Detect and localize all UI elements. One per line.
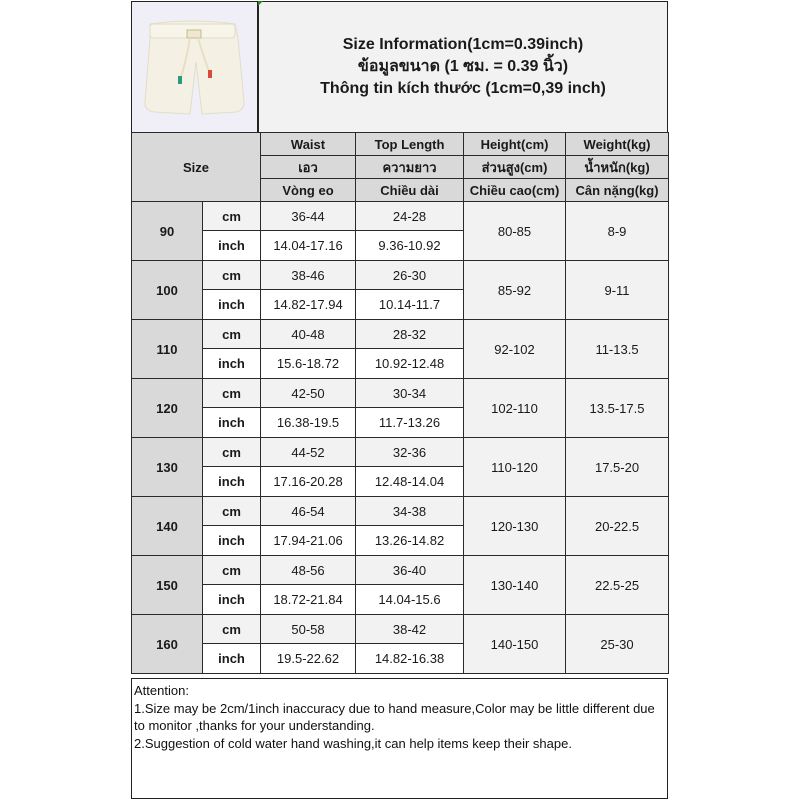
- attention-note: [131, 678, 668, 799]
- top-length-inch: 11.7-13.26: [356, 408, 464, 438]
- top-length-cm: 36-40: [356, 556, 464, 585]
- weight-range: 20-22.5: [566, 497, 669, 556]
- unit-inch: inch: [203, 526, 261, 556]
- unit-cm: cm: [203, 438, 261, 467]
- height-range: 130-140: [464, 556, 566, 615]
- header-waist: Waist: [261, 133, 356, 156]
- header-top-length-thai: ความยาว: [356, 156, 464, 179]
- unit-inch: inch: [203, 408, 261, 438]
- unit-inch: inch: [203, 467, 261, 497]
- top-length-cm: 34-38: [356, 497, 464, 526]
- shorts-image: [132, 2, 257, 131]
- top-length-inch: 10.92-12.48: [356, 349, 464, 379]
- size-value: 150: [132, 556, 203, 615]
- size-information-title: [258, 1, 668, 133]
- waist-cm: 48-56: [261, 556, 356, 585]
- weight-range: 13.5-17.5: [566, 379, 669, 438]
- title-english: Size Information(1cm=0.39inch): [342, 36, 584, 53]
- top-length-inch: 9.36-10.92: [356, 231, 464, 261]
- header-weight: Weight(kg): [566, 133, 669, 156]
- unit-cm: cm: [203, 202, 261, 231]
- size-header: Size: [132, 133, 261, 202]
- header-weight-thai: น้ำหนัก(kg): [566, 156, 669, 179]
- weight-range: 9-11: [566, 261, 669, 320]
- size-chart-table: [131, 132, 669, 674]
- size-row-cm: [132, 379, 669, 408]
- height-range: 110-120: [464, 438, 566, 497]
- waist-cm: 42-50: [261, 379, 356, 408]
- unit-cm: cm: [203, 556, 261, 585]
- size-row-cm: [132, 261, 669, 290]
- size-row-cm: [132, 497, 669, 526]
- weight-range: 22.5-25: [566, 556, 669, 615]
- top-length-cm: 26-30: [356, 261, 464, 290]
- size-row-cm: [132, 202, 669, 231]
- header-top-length: Top Length: [356, 133, 464, 156]
- size-row-cm: [132, 556, 669, 585]
- waist-inch: 18.72-21.84: [261, 585, 356, 615]
- unit-inch: inch: [203, 585, 261, 615]
- drawstring-tip-green: [178, 76, 182, 84]
- unit-cm: cm: [203, 379, 261, 408]
- size-row-cm: [132, 438, 669, 467]
- weight-range: 11-13.5: [566, 320, 669, 379]
- top-length-cm: 28-32: [356, 320, 464, 349]
- size-value: 140: [132, 497, 203, 556]
- size-value: 110: [132, 320, 203, 379]
- header-waist-vietnamese: Vòng eo: [261, 179, 356, 202]
- label-tag: [187, 30, 201, 38]
- unit-inch: inch: [203, 290, 261, 320]
- cell-comment-marker: [258, 1, 263, 6]
- weight-range: 17.5-20: [566, 438, 669, 497]
- unit-inch: inch: [203, 644, 261, 674]
- attention-heading: Attention:: [134, 683, 189, 698]
- size-value: 120: [132, 379, 203, 438]
- top-length-cm: 24-28: [356, 202, 464, 231]
- top-length-cm: 38-42: [356, 615, 464, 644]
- waist-inch: 15.6-18.72: [261, 349, 356, 379]
- waist-cm: 36-44: [261, 202, 356, 231]
- waist-inch: 19.5-22.62: [261, 644, 356, 674]
- header-height-thai: ส่วนสูง(cm): [464, 156, 566, 179]
- product-photo: [131, 1, 258, 132]
- header-height: Height(cm): [464, 133, 566, 156]
- size-value: 160: [132, 615, 203, 674]
- size-row-cm: [132, 320, 669, 349]
- header-waist-thai: เอว: [261, 156, 356, 179]
- header-top-length-vietnamese: Chiều dài: [356, 179, 464, 202]
- waist-inch: 16.38-19.5: [261, 408, 356, 438]
- waist-cm: 50-58: [261, 615, 356, 644]
- waist-cm: 44-52: [261, 438, 356, 467]
- height-range: 80-85: [464, 202, 566, 261]
- waist-inch: 14.82-17.94: [261, 290, 356, 320]
- top-length-cm: 30-34: [356, 379, 464, 408]
- size-value: 100: [132, 261, 203, 320]
- height-range: 140-150: [464, 615, 566, 674]
- top-length-cm: 32-36: [356, 438, 464, 467]
- unit-cm: cm: [203, 615, 261, 644]
- top-length-inch: 12.48-14.04: [356, 467, 464, 497]
- top-length-inch: 10.14-11.7: [356, 290, 464, 320]
- top-length-inch: 14.82-16.38: [356, 644, 464, 674]
- waist-cm: 40-48: [261, 320, 356, 349]
- height-range: 85-92: [464, 261, 566, 320]
- waist-inch: 14.04-17.16: [261, 231, 356, 261]
- height-range: 102-110: [464, 379, 566, 438]
- weight-range: 25-30: [566, 615, 669, 674]
- top-length-inch: 14.04-15.6: [356, 585, 464, 615]
- title-thai: ข้อมูลขนาด (1 ซม. = 0.39 นิ้ว): [357, 58, 569, 75]
- header-row-english: [132, 133, 669, 156]
- unit-cm: cm: [203, 261, 261, 290]
- drawstring-tip-red: [208, 70, 212, 78]
- unit-cm: cm: [203, 497, 261, 526]
- size-row-cm: [132, 615, 669, 644]
- header-weight-vietnamese: Cân nặng(kg): [566, 179, 669, 202]
- title-vietnamese: Thông tin kích thước (1cm=0,39 inch): [320, 80, 606, 97]
- height-range: 120-130: [464, 497, 566, 556]
- top-length-inch: 13.26-14.82: [356, 526, 464, 556]
- waist-inch: 17.16-20.28: [261, 467, 356, 497]
- unit-cm: cm: [203, 320, 261, 349]
- waist-cm: 38-46: [261, 261, 356, 290]
- weight-range: 8-9: [566, 202, 669, 261]
- header-height-vietnamese: Chiều cao(cm): [464, 179, 566, 202]
- attention-item-1: 1.Size may be 2cm/1inch inaccuracy due to hand measure,Color may be little different due to monitor ,thanks for your understanding.: [134, 700, 655, 733]
- height-range: 92-102: [464, 320, 566, 379]
- waist-cm: 46-54: [261, 497, 356, 526]
- unit-inch: inch: [203, 231, 261, 261]
- waist-inch: 17.94-21.06: [261, 526, 356, 556]
- unit-inch: inch: [203, 349, 261, 379]
- size-value: 90: [132, 202, 203, 261]
- attention-item-2: 2.Suggestion of cold water hand washing,it can help items keep their shape.: [134, 735, 572, 751]
- size-value: 130: [132, 438, 203, 497]
